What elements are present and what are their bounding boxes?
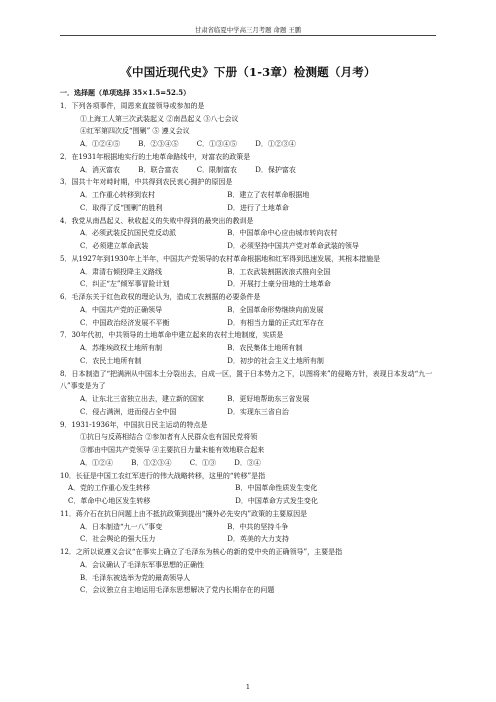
option-row	[60, 278, 445, 291]
option: C．社会舆论的强大压力	[80, 535, 156, 544]
option-row	[60, 304, 445, 317]
option-row	[60, 189, 445, 202]
question-stem: 2．在1931年根据地实行的土地革命路线中，对富农的政策是	[60, 152, 251, 161]
question-stem: 7．30年代初，中共领导的土地革命中建立起来的农村土地制度，实质是	[60, 331, 284, 340]
option-row	[60, 482, 445, 495]
option: D．③④	[234, 458, 261, 467]
option: C．①③	[189, 458, 217, 467]
option: C．纠正“左”倾军事冒险计划	[80, 280, 170, 289]
option: B．中国革命中心应由城市转向农村	[227, 229, 338, 238]
option-row	[60, 533, 445, 546]
option: D．有相当力量的正式红军存在	[227, 318, 324, 327]
option-row	[60, 317, 445, 330]
question-stem: 6．毛泽东关于红色政权的理论认为，造成工农割据的必要条件是	[60, 293, 261, 301]
option: C．必须建立革命武装	[80, 242, 149, 250]
option-row	[60, 202, 445, 215]
option: B．毛泽东被选举为党的最高领导人	[80, 573, 191, 582]
question-list	[60, 87, 445, 597]
option: C．侵占满洲，进而侵占全中国	[80, 407, 177, 416]
option: D．①②③④	[255, 140, 296, 148]
option: A．日本制造“九一八”事变	[80, 522, 163, 531]
question-extra: ③都由中国共产党领导 ④主要抗日力量未能有效地联合起来	[80, 446, 265, 454]
option: A．让东北三省独立出去，建立新的国家	[80, 395, 205, 403]
option: A．必须武装反抗国民党反动派	[80, 229, 177, 238]
option: A．①②④⑤	[80, 140, 121, 148]
header-rule	[60, 35, 436, 36]
question-stem: 9．1931-1936年，中国抗日民主运动的特点是	[60, 420, 208, 429]
option: B．更好地帮助东三省发展	[227, 395, 310, 403]
question-extra: ①抗日与反蒋相结合 ②参加者有人民群众也有国民党将领	[80, 433, 258, 442]
page-header: 甘肃省临夏中学高三月考题 命题 王鹏	[194, 26, 302, 34]
question-stem: 1．下列各项事件，周恩来直接领导或参加的是	[60, 101, 205, 110]
option: B．中国革命性质发生变化	[235, 484, 318, 493]
option-row	[60, 138, 445, 151]
question-extra: ①上海工人第三次武装起义 ②南昌起义 ③八七会议	[80, 114, 239, 123]
question-stem: 12．之所以说遵义会议“在事实上确立了毛泽东为核心的新的党中央的正确领导”，主要是指	[60, 548, 343, 556]
question-stem: 5．从1927年到1930年上半年，中国共产党领导的农村革命根据地和红军得到迅速发展，其根本措施是	[60, 254, 381, 263]
page-number: 1	[245, 683, 251, 691]
option-row	[60, 266, 445, 279]
option: A．中国共产党的正确领导	[80, 305, 163, 314]
option-row	[60, 355, 445, 368]
option: B．农民集体土地所有制	[227, 344, 303, 352]
question-stem: 8．日本制造了“把满洲从中国本土分裂出去，自成一区，置于日本势力之下，以图将来”的侵略方针，表现日本发动“九一八”事变是为了	[60, 369, 433, 391]
question-stem: 4．我党从南昌起义、秋收起义的失败中得到的最突出的教训是	[60, 216, 254, 225]
option: D．中国革命方式发生变化	[235, 497, 318, 505]
option: A．肃清右倾投降主义路线	[80, 267, 163, 276]
option: B．建立了农村革命根据地	[227, 191, 310, 199]
option-row	[60, 521, 445, 534]
option: A．消灭富农	[80, 165, 121, 174]
option: B．②③④⑤	[138, 140, 179, 148]
option: D．必须坚持中国共产党对革命武装的领导	[227, 242, 359, 250]
option: A．会议确认了毛泽东军事思想的正确性	[80, 560, 205, 569]
option-row	[60, 164, 445, 177]
option: D．实现东三省自治	[227, 407, 289, 416]
document-title: 《中国近现代史》下册（1-3章）检测题（月考）	[120, 65, 376, 79]
option: C．①③④⑤	[196, 140, 238, 148]
option: A．①②④	[80, 458, 114, 467]
option: D．开展打土豪分田地的土地革命	[227, 280, 331, 289]
option: B．联合富农	[138, 165, 179, 174]
option: B．中共的坚持斗争	[227, 522, 289, 531]
option: C．革命中心地区发生转移	[68, 497, 151, 505]
option: A．党的工作重心发生转移	[68, 484, 151, 493]
option-row	[60, 393, 445, 406]
option-row	[60, 342, 445, 355]
option: C．会议独立自主地运用毛泽东思想解决了党内长期存在的问题	[80, 586, 275, 595]
option: B．①②③④	[131, 458, 172, 467]
option: D．保护富农	[255, 165, 296, 174]
option: A．工作重心转移到农村	[80, 191, 156, 199]
question-extra: ④红军第四次反“围剿” ⑤ 遵义会议	[80, 127, 190, 136]
option-row	[60, 406, 445, 419]
option-row	[60, 227, 445, 240]
option: A．苏维埃政权土地所有制	[80, 344, 163, 352]
option: C．取得了反“围剿”的胜利	[80, 203, 163, 212]
option: D．初步的社会主义土地所有制	[227, 356, 324, 365]
option: C．农民土地所有制	[80, 356, 142, 365]
option: B．全国革命形势继续向前发展	[227, 305, 324, 314]
option-row	[60, 457, 445, 470]
section-heading: 一．选择题（单项选择 35×1.5=52.5）	[60, 88, 191, 97]
question-stem: 10．长征是中国工农红军进行的伟大战略转移，这里的“转移”是指	[60, 471, 266, 480]
option: B．工农武装割据波浪式推向全国	[227, 267, 331, 276]
question-stem: 3．国共十年对峙时期，中共得到农民衷心拥护的原因是	[60, 178, 233, 187]
option: D．英美的大力支持	[227, 535, 289, 544]
option: D．进行了土地革命	[227, 203, 289, 212]
option-row	[60, 495, 445, 508]
option: C．中国政治经济发展不平衡	[80, 318, 170, 327]
option-row	[60, 240, 445, 253]
option: C．限制富农	[196, 165, 238, 174]
question-stem: 11．蒋介石在抗日问题上由不抵抗政策到提出“攘外必先安内”政策的主要原因是	[60, 509, 308, 518]
